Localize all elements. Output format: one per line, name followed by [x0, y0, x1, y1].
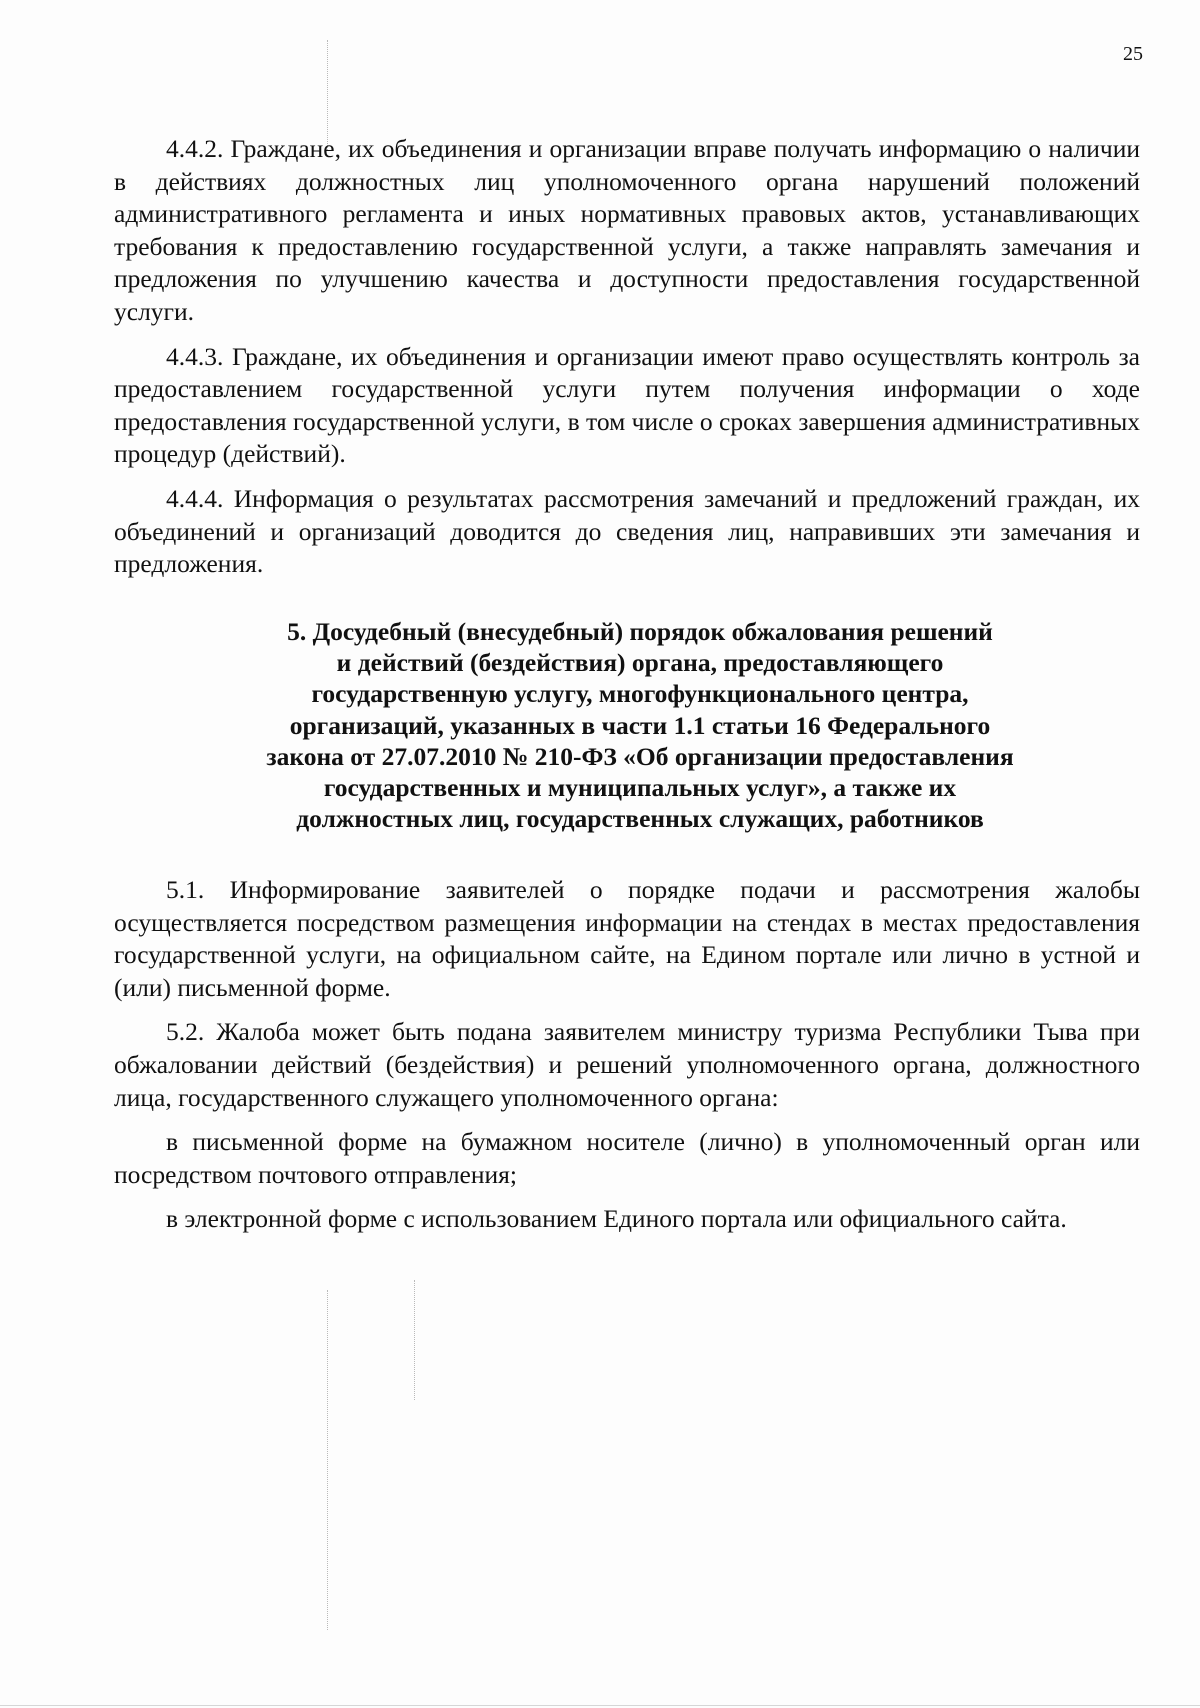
section-4-text: [114, 133, 1140, 581]
list-item-paper-form: в письменной форме на бумажном носителе (лично) в уполномоченный орган или посредством почтового отправления;: [114, 1127, 1140, 1189]
paragraph-4-4-2: 4.4.2. Граждане, их объединения и организации вправе получать информацию о наличии в действиях должностных лиц уполномоченного органа нарушений положений административного регламента и иных нормативных правовых актов, устанавливающих требования к предоставлению государственной услуги, а также направлять замечания и предложения по улучшению качества и доступности предоставления государственной услуги.: [114, 134, 1140, 326]
heading-line: государственную услугу, многофункционального центра,: [311, 679, 969, 709]
heading-line: организаций, указанных в части 1.1 статьи 16 Федерального: [289, 710, 991, 740]
section-5-text: [114, 874, 1140, 1236]
list-item-electronic-form: в электронной форме с использованием Единого портала или официального сайта.: [166, 1204, 1067, 1234]
heading-line: 5. Досудебный (внесудебный) порядок обжалования решений: [287, 617, 993, 646]
heading-line: закона от 27.07.2010 № 210-ФЗ «Об организации предоставления: [266, 741, 1014, 771]
paragraph-5-2: 5.2. Жалоба может быть подана заявителем министру туризма Республики Тыва при обжаловании действий (бездействия) и решений уполномоченного органа, должностного лица, государственного служащего уполномоченного органа:: [114, 1017, 1140, 1112]
section-5-heading: [160, 616, 1120, 834]
page-number: 25: [1123, 43, 1143, 65]
heading-line: государственных и муниципальных услуг», а также их: [323, 773, 957, 803]
heading-line: должностных лиц, государственных служащих, работников: [296, 804, 984, 834]
scan-artifact-mark: [414, 1280, 415, 1400]
scan-artifact-mark: [327, 1290, 328, 1630]
heading-line: и действий (бездействия) органа, предоставляющего: [336, 648, 944, 678]
paragraph-4-4-4: 4.4.4. Информация о результатах рассмотрения замечаний и предложений граждан, их объединений и организаций доводится до сведения лиц, направивших эти замечания и предложения.: [114, 483, 1140, 579]
scan-artifact-edge: [0, 1705, 1200, 1706]
paragraph-4-4-3: 4.4.3. Граждане, их объединения и организации имеют право осуществлять контроль за предоставлением государственной услуги путем получения информации о ходе предоставления государственной услуги, в том числе о сроках завершения административных процедур (действий).: [114, 341, 1140, 469]
paragraph-5-1: 5.1. Информирование заявителей о порядке подачи и рассмотрения жалобы осуществляется посредством размещения информации на стендах в местах предоставления государственной услуги, на официальном сайте, на Едином портале или лично в устной и (или) письменной форме.: [114, 875, 1140, 1002]
